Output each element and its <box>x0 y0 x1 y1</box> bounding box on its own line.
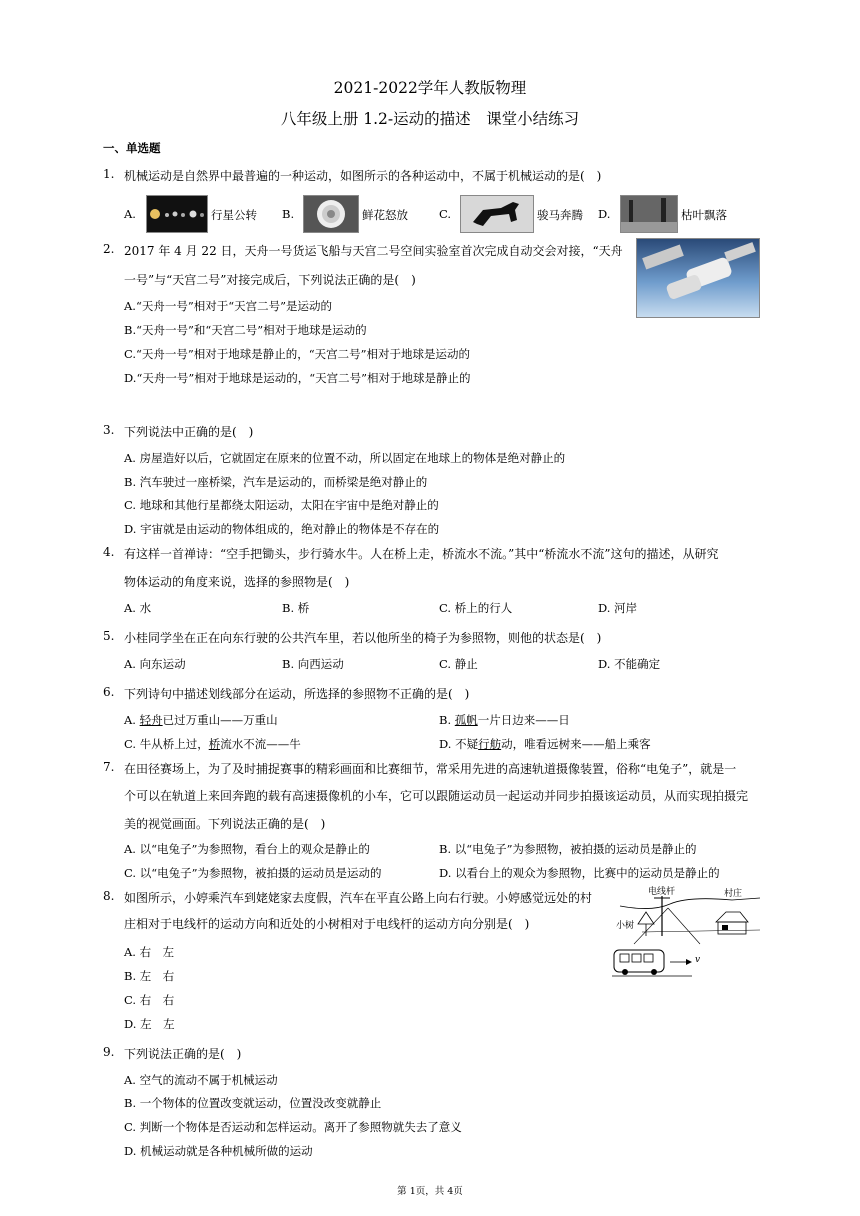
q1-option-c-text: 骏马奔腾 <box>537 208 583 222</box>
q6-a-rest: 已过万重山——万重山 <box>162 713 278 727</box>
q7-option-d: D. 以看台上的观众为参照物，比赛中的运动员是静止的 <box>439 866 720 880</box>
q6-d-underlined: 行舫 <box>478 737 502 751</box>
q4-stem-line2: 物体运动的角度来说，选择的参照物是( ) <box>124 575 350 589</box>
q1-option-d-text: 枯叶飘落 <box>681 208 727 222</box>
q8-label-village: 村庄 <box>724 889 743 899</box>
q9-option-b: B. 一个物体的位置改变就运动，位置没改变就静止 <box>124 1096 382 1110</box>
q8-number: 8. <box>103 889 115 903</box>
q2-option-a: A.“天舟一号”相对于“天宫二号”是运动的 <box>124 299 332 313</box>
q7-stem-line2: 个可以在轨道上来回奔跑的载有高速摄像机的小车，它可以跟随运动员一起运动并同步拍摄该运动员，从而实现拍摄完 <box>124 789 749 803</box>
q2-stem-line2: 一号”与“天宫二号”对接完成后，下列说法正确的是( ) <box>124 273 416 287</box>
planets-image <box>146 195 208 233</box>
q9-option-c: C. 判断一个物体是否运动和怎样运动。离开了参照物就失去了意义 <box>124 1120 462 1134</box>
q1-option-c-key: C. <box>439 207 452 221</box>
q5-stem: 小桂同学坐在正在向东行驶的公共汽车里，若以他所坐的椅子为参照物，则他的状态是( ) <box>124 631 602 645</box>
q7-stem-line1: 在田径赛场上，为了及时捕捉赛事的精彩画面和比赛细节，常采用先进的高速轨道摄像装置，俗称“电兔子”，就是一 <box>124 762 737 776</box>
leaves-image <box>620 195 678 233</box>
q4-option-b: B. 桥 <box>282 601 310 615</box>
q3-option-a: A. 房屋造好以后，它就固定在原来的位置不动，所以固定在地球上的物体是绝对静止的 <box>124 451 566 465</box>
q1-option-a-key: A. <box>124 207 136 221</box>
q2-stem-line1: 2017 年 4 月 22 日，天舟一号货运飞船与天宫二号空间实验室首次完成自动交会对接，“天舟 <box>124 244 623 258</box>
q6-option-d <box>439 736 651 752</box>
q7-option-a: A. 以“电兔子”为参照物，看台上的观众是静止的 <box>124 842 370 856</box>
q8-option-c: C. 右 右 <box>124 993 175 1007</box>
q8-option-a: A. 右 左 <box>124 945 175 959</box>
horse-image <box>460 195 534 233</box>
q4-option-a: A. 水 <box>124 601 152 615</box>
q6-b-rest: 一片日边来——日 <box>477 713 570 727</box>
q6-number: 6. <box>103 685 115 699</box>
q4-number: 4. <box>103 545 115 559</box>
q6-option-a <box>124 712 278 728</box>
q2-option-d: D.“天舟一号”相对于地球是运动的，“天宫二号”相对于地球是静止的 <box>124 371 471 385</box>
q7-number: 7. <box>103 760 115 774</box>
q5-number: 5. <box>103 629 115 643</box>
q3-option-d: D. 宇宙就是由运动的物体组成的，绝对静止的物体是不存在的 <box>124 522 440 536</box>
q5-option-c: C. 静止 <box>439 657 478 671</box>
q9-option-a: A. 空气的流动不属于机械运动 <box>124 1073 278 1087</box>
page-subtitle: 八年级上册 1.2-运动的描述 课堂小结练习 <box>280 110 580 128</box>
page-footer: 第 1页，共 4页 <box>397 1186 463 1197</box>
q9-stem: 下列说法正确的是( ) <box>124 1047 242 1061</box>
q5-option-a: A. 向东运动 <box>124 657 186 671</box>
q5-option-d: D. 不能确定 <box>598 657 661 671</box>
q7-option-b: B. 以“电兔子”为参照物，被拍摄的运动员是静止的 <box>439 842 697 856</box>
q6-a-underlined: 轻舟 <box>139 713 163 727</box>
q8-stem-line1: 如图所示，小婷乘汽车到姥姥家去度假，汽车在平直公路上向右行驶。小婷感觉远处的村 <box>124 891 593 905</box>
q6-d-rest: 动，唯看远树来——船上乘客 <box>501 737 651 751</box>
q1-option-d-key: D. <box>598 207 611 221</box>
q3-option-c: C. 地球和其他行星都绕太阳运动，太阳在宇宙中是绝对静止的 <box>124 498 439 512</box>
q8-option-d: D. 左 左 <box>124 1017 175 1031</box>
q6-a-key: A. <box>124 713 140 727</box>
flower-image <box>303 195 359 233</box>
q7-option-c: C. 以“电兔子”为参照物，被拍摄的运动员是运动的 <box>124 866 382 880</box>
q3-option-b: B. 汽车驶过一座桥梁，汽车是运动的，而桥梁是绝对静止的 <box>124 475 428 489</box>
q5-option-b: B. 向西运动 <box>282 657 344 671</box>
q2-option-c: C.“天舟一号”相对于地球是静止的，“天宫二号”相对于地球是运动的 <box>124 347 471 361</box>
q6-option-c <box>124 736 301 752</box>
q6-c-underlined: 桥 <box>208 737 221 751</box>
q3-stem: 下列说法中正确的是( ) <box>124 425 254 439</box>
q8-stem-line2: 庄相对于电线杆的运动方向和近处的小树相对于电线杆的运动方向分别是( ) <box>124 917 530 931</box>
q6-b-underlined: 孤帆 <box>454 713 478 727</box>
section-heading: 一、单选题 <box>103 141 161 155</box>
q2-number: 2. <box>103 242 115 256</box>
q7-stem-line3: 美的视觉画面。下列说法正确的是( ) <box>124 817 326 831</box>
q6-option-b <box>439 712 570 728</box>
q2-option-b: B.“天舟一号”和“天宫二号”相对于地球是运动的 <box>124 323 367 337</box>
q8-label-pole: 电线杆 <box>648 887 676 897</box>
q1-number: 1. <box>103 167 115 181</box>
spacecraft-image <box>636 238 760 318</box>
q4-option-d: D. 河岸 <box>598 601 638 615</box>
q1-option-b-text: 鲜花怒放 <box>362 208 408 222</box>
q9-number: 9. <box>103 1045 115 1059</box>
q8-label-tree: 小树 <box>616 921 635 931</box>
q6-d-key: D. 不疑 <box>439 737 479 751</box>
q8-figure <box>612 884 762 984</box>
q6-stem: 下列诗句中描述划线部分在运动，所选择的参照物不正确的是( ) <box>124 687 470 701</box>
q6-c-rest: 流水不流——牛 <box>220 737 301 751</box>
q3-number: 3. <box>103 423 115 437</box>
q6-c-key: C. 牛从桥上过， <box>124 737 209 751</box>
q4-stem-line1: 有这样一首禅诗：“空手把锄头，步行骑水牛。人在桥上走，桥流水不流。”其中“桥流水不流”这句的描述，从研究 <box>124 547 719 561</box>
q4-option-c: C. 桥上的行人 <box>439 601 513 615</box>
q9-option-d: D. 机械运动就是各种机械所做的运动 <box>124 1144 313 1158</box>
q1-stem: 机械运动是自然界中最普遍的一种运动，如图所示的各种运动中，不属于机械运动的是( ) <box>124 169 602 183</box>
q6-b-key: B. <box>439 713 455 727</box>
q1-option-b-key: B. <box>282 207 295 221</box>
page-title: 2021-2022学年人教版物理 <box>333 79 527 97</box>
q1-option-a-text: 行星公转 <box>211 208 257 222</box>
q8-label-velocity: v <box>695 955 701 965</box>
q8-option-b: B. 左 右 <box>124 969 175 983</box>
